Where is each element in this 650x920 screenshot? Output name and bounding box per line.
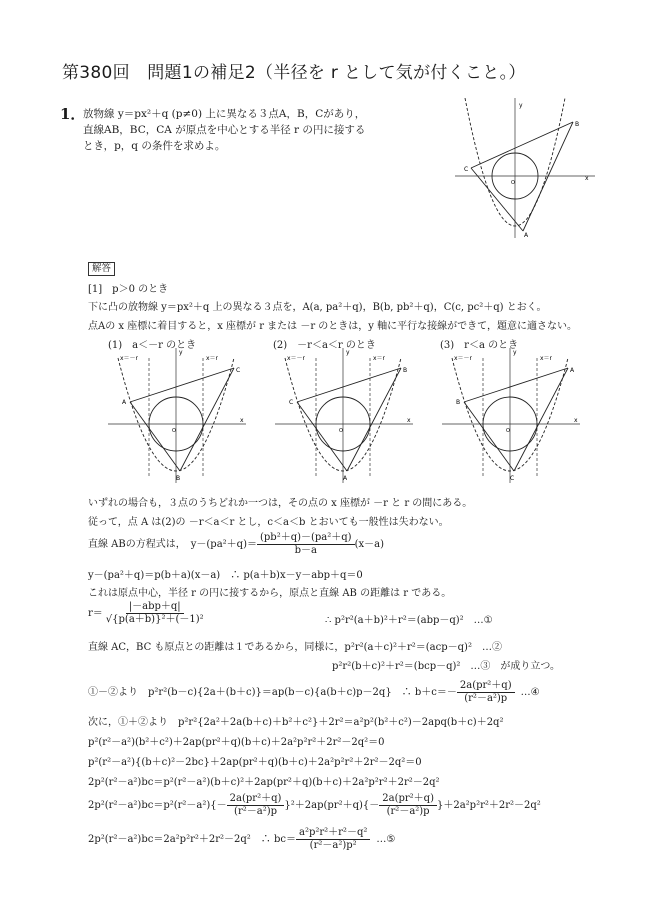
main-a-label: A <box>524 232 529 238</box>
body-line-13: 2p²(r²－a²)bc＝p²(r²－a²)(b＋c)²＋2ap(pr²＋q)(b＋c)＋2a²p²r²＋2r²－2q² <box>88 777 440 788</box>
main-origin-label: O <box>511 180 515 186</box>
main-b-label: B <box>575 121 580 128</box>
equation-ab-line: 直線 ABの方程式は， y－(pa²＋q)＝ $\frac{\text{(pb²＋q)－(pa²＋q)}}{b-a}$ (x－a) <box>88 532 384 556</box>
main-y-label: y <box>519 102 523 109</box>
body-line-1: いずれの場合も，３点のうちどれか一つは，その点の x 座標が －r と r の間にある。 <box>88 498 473 509</box>
svg-text:B: B <box>403 367 408 374</box>
problem-line-3: とき，p，q の条件を求めよ。 <box>83 140 226 152</box>
problem-line-1: 放物線 y＝px²＋q (p≠0) 上に異なる３点A，B，Cがあり， <box>83 108 366 120</box>
subcase-3-figure <box>442 348 582 483</box>
svg-text:x＝r: x＝r <box>373 355 386 362</box>
svg-text:x: x <box>574 417 578 424</box>
body-line-5: これは原点中心，半径 r の円に接するから，原点と直線 AB の距離は r である。 <box>88 588 452 599</box>
svg-text:y: y <box>346 349 350 356</box>
svg-text:A: A <box>343 475 348 482</box>
equation-2: 直線 AC，BC も原点との距離は１であるから，同様に，p²r²(a＋c)²＋r²＝(acp－q)² …② <box>88 642 502 653</box>
svg-text:x＝－r: x＝－r <box>120 355 139 362</box>
case1-heading: [1] p＞0 のとき <box>88 284 169 295</box>
svg-text:C: C <box>510 475 515 482</box>
svg-text:B: B <box>456 399 461 406</box>
svg-text:C: C <box>236 367 241 374</box>
main-c-label: C <box>464 166 469 173</box>
problem-line-2: 直線AB，BC，CA が原点を中心とする半径 r の円に接する <box>83 124 366 136</box>
body-line-14: 2p²(r²－a²)bc＝p²(r²－a²){－ $\frac{\text{2a(pr²＋q)}}{\text{(r²－a²)p}}$ }²＋2ap(pr²＋q){－ $\frac{\text{2a(pr²＋q)}}{\text{(r²－a²)p}}$ }＋2a²p²r²＋2r²－2q² <box>88 793 541 817</box>
svg-text:x＝r: x＝r <box>540 355 553 362</box>
svg-text:y: y <box>513 349 517 356</box>
problem-number: 1． <box>60 105 86 123</box>
body-line-12: p²(r²－a²){(b＋c)²－2bc}＋2ap(pr²＋q)(b＋c)＋2a²p²r²＋2r²－2q²＝0 <box>88 757 422 768</box>
subcase-2-label: (2) －r＜a＜r のとき <box>273 340 376 351</box>
tangent-ab <box>471 122 573 168</box>
setup-line-2: 点Aの x 座標に着目すると，x 座標が r または －r のときは，y 軸に平行な接線ができて，題意に適さない。 <box>88 321 577 332</box>
setup-line-1: 下に凸の放物線 y＝px²＋q 上の異なる３点を，A(a, pa²＋q)，B(b, pb²＋q)，C(c, pc²＋q) とおく。 <box>88 302 547 313</box>
tangent-bc <box>523 122 573 231</box>
equation-distance: r＝ $\frac{\text{|－abp＋q|}}{\text{√\{p(a＋b)\}²＋(－1)²}}$ <box>88 601 204 625</box>
svg-text:C: C <box>289 399 294 406</box>
equation-5: 2p²(r²－a²)bc＝2a²p²r²＋2r²－2q² ∴ bc＝ $\frac{\text{a²p²r²＋r²－q²}}{\text{(r²－a²)p²}}$ …⑤ <box>88 827 396 851</box>
svg-text:x＝－r: x＝－r <box>287 355 306 362</box>
answer-label: 解答 <box>88 262 115 276</box>
body-line-11: p²(r²－a²)(b²＋c²)＋2ap(pr²＋q)(b＋c)＋2a²p²r²＋2r²－2q²＝0 <box>88 737 385 748</box>
svg-text:x: x <box>407 417 411 424</box>
subcase-1-figure <box>108 348 248 483</box>
body-line-10: 次に，①＋②より p²r²{2a²＋2a(b＋c)＋b²＋c²}＋2r²＝a²p²(b²＋c²)－2apq(b＋c)＋2q² <box>88 717 504 728</box>
svg-text:A: A <box>122 399 127 406</box>
svg-text:O: O <box>172 428 176 434</box>
equation-1: ∴ p²r²(a＋b)²＋r²＝(abp－q)² …① <box>325 615 493 626</box>
subcase-1-label: (1) a＜－r のとき <box>108 340 197 351</box>
main-x-label: x <box>585 175 589 182</box>
svg-text:B: B <box>176 475 181 482</box>
svg-text:O: O <box>506 428 510 434</box>
svg-text:x＝r: x＝r <box>206 355 219 362</box>
svg-text:x: x <box>240 417 244 424</box>
equation-3: p²r²(b＋c)²＋r²＝(bcp－q)² …③ が成り立つ。 <box>332 661 561 672</box>
main-figure <box>455 98 600 238</box>
equation-4: ①－②より p²r²(b－c){2a＋(b＋c)}＝ap(b－c){a(b＋c)p－2q} ∴ b＋c＝－ $\frac{\text{2a(pr²＋q)}}{\text{(r²－a²)p}}$ …④ <box>88 680 540 704</box>
svg-text:A: A <box>570 367 575 374</box>
svg-text:y: y <box>179 349 183 356</box>
svg-text:O: O <box>339 428 343 434</box>
page-title: 第380回 問題1の補足2（半径を r として気が付くこと。） <box>62 63 526 83</box>
body-line-2: 従って，点 A は(2)の －r＜a＜r とし，c＜a＜b とおいても一般性は失わない。 <box>88 517 449 528</box>
subcase-3-label: (3) r＜a のとき <box>440 340 519 351</box>
subcase-2-figure <box>275 348 415 483</box>
body-line-4: y－(pa²＋q)＝p(b＋a)(x－a) ∴ p(a＋b)x－y－abp＋q＝0 <box>88 570 363 581</box>
svg-text:x＝－r: x＝－r <box>454 355 473 362</box>
